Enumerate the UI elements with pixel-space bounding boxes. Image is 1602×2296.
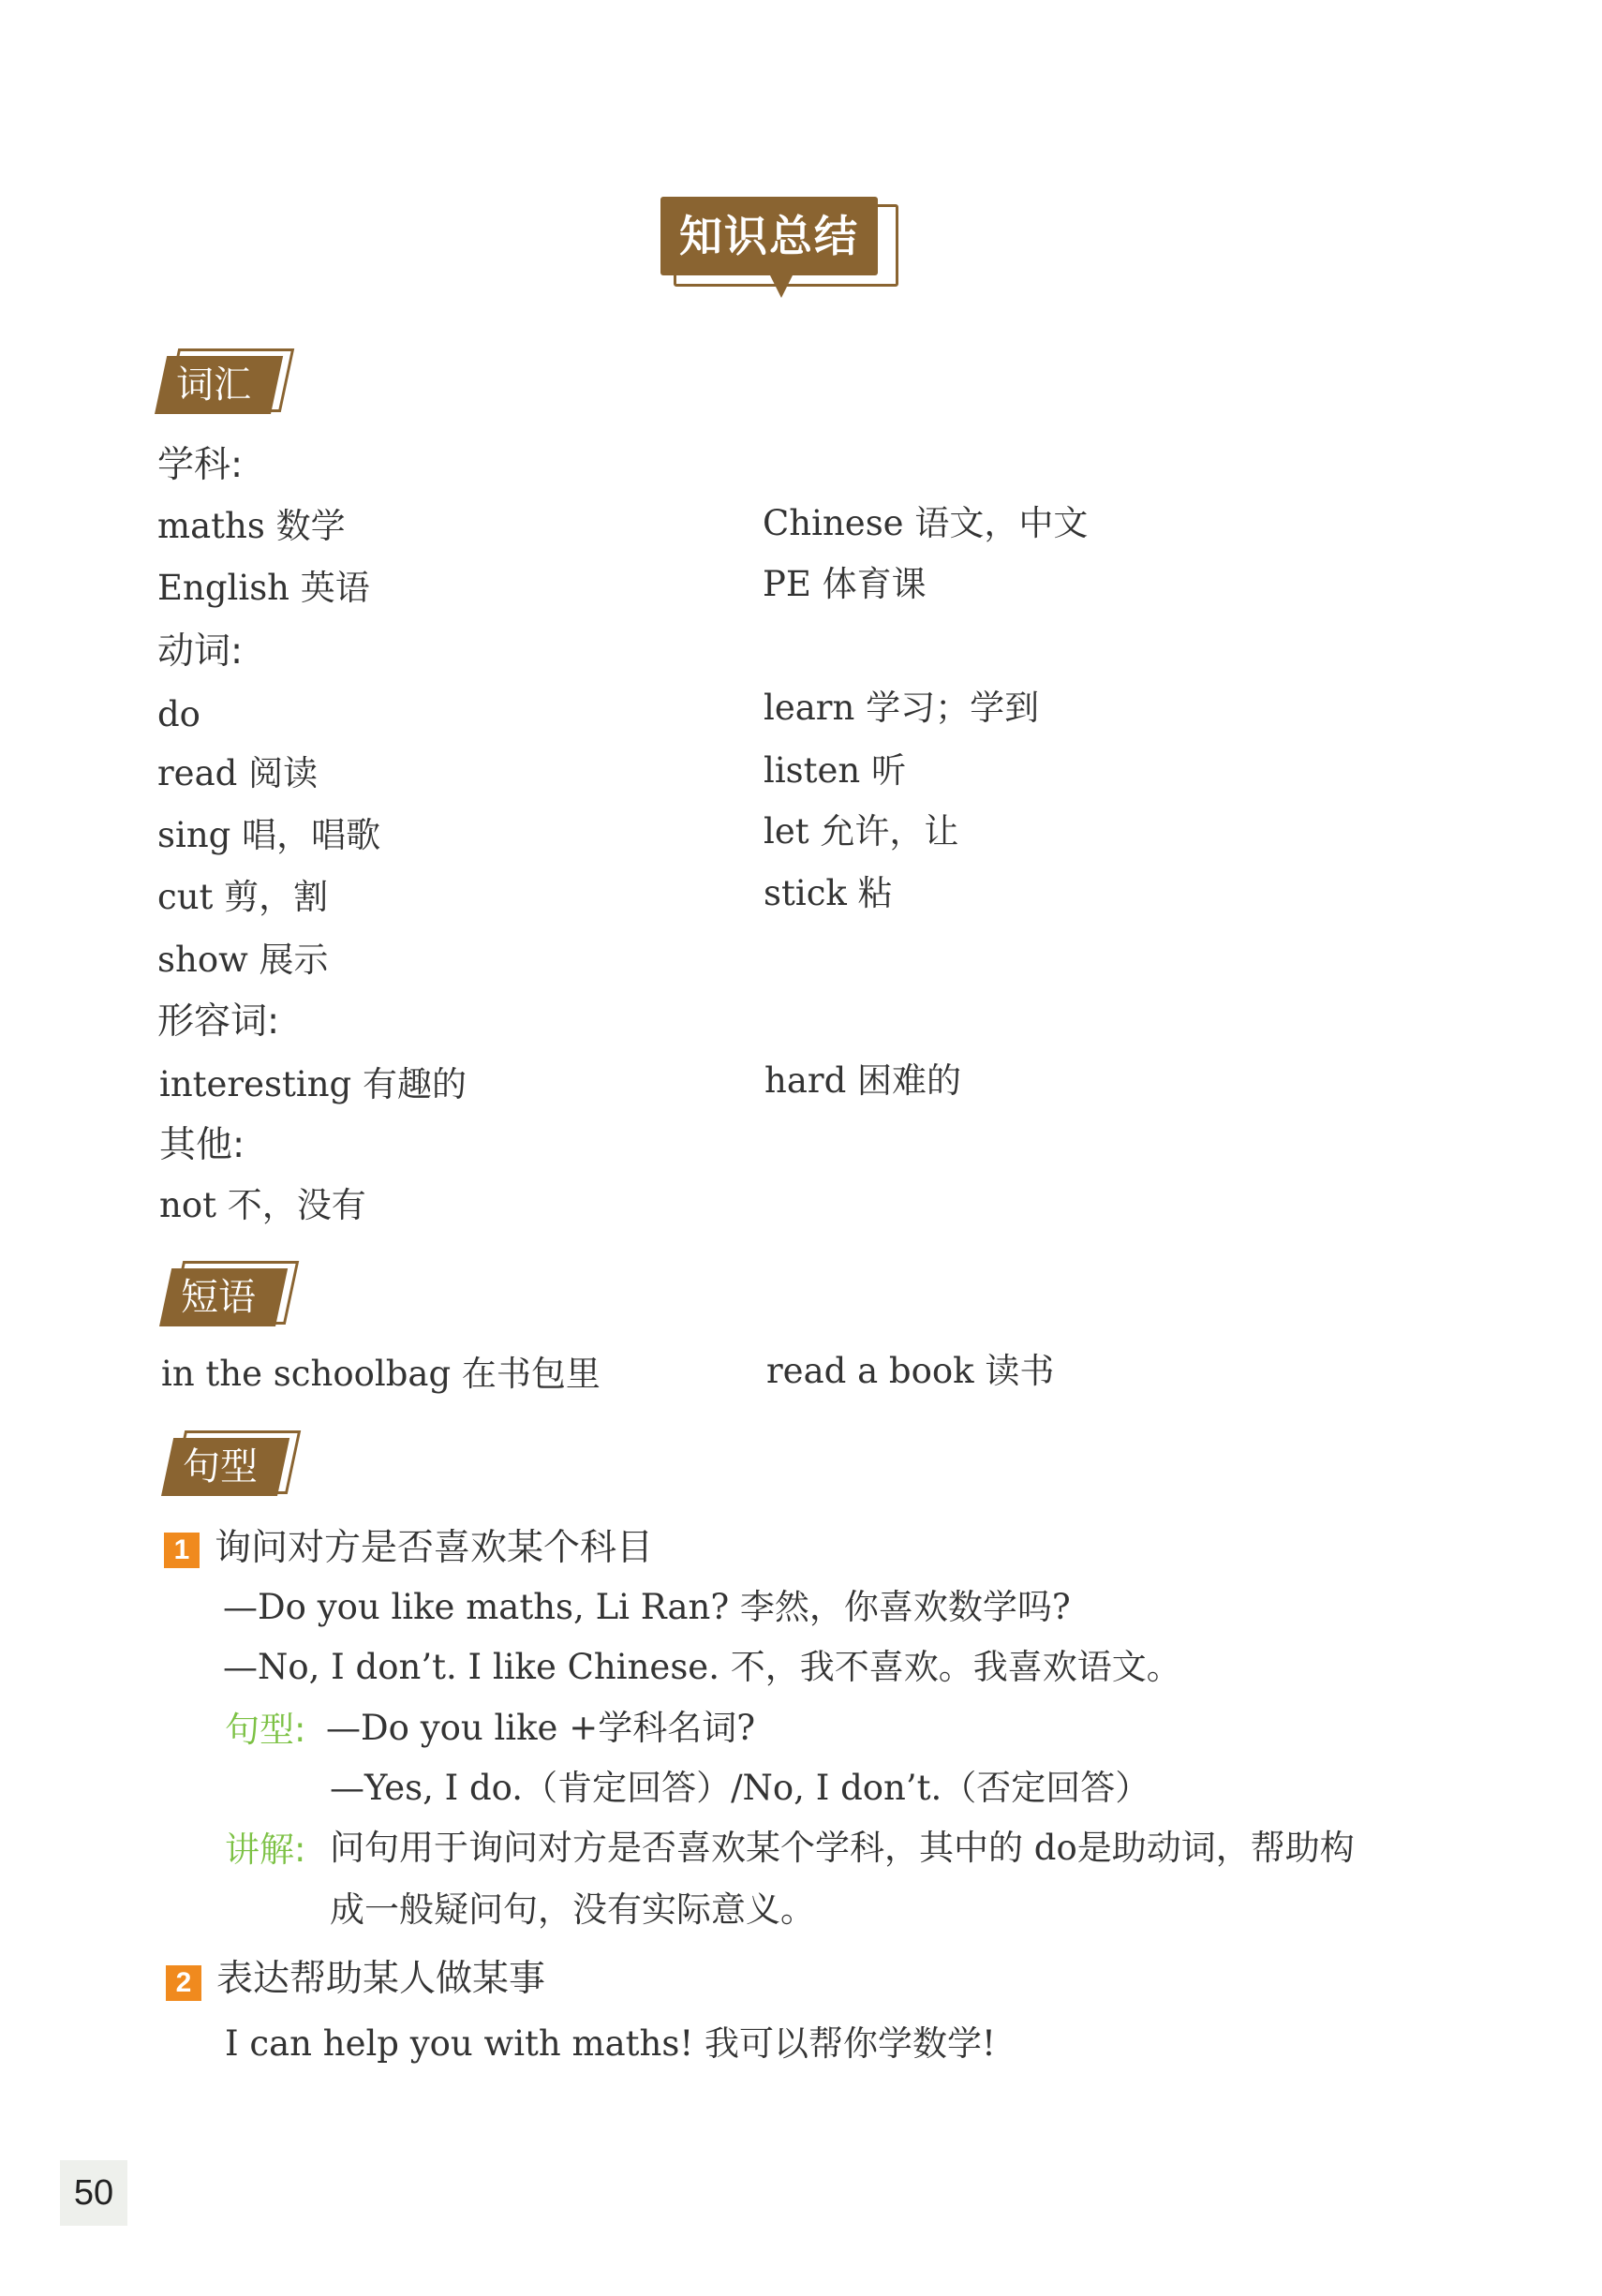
phrases-tag — [159, 1261, 300, 1325]
dialogue-line: —No, I don’t. I like Chinese. 不，我不喜欢。我喜欢语文。 — [223, 1647, 1181, 1687]
pattern-line: —Do you like +学科名词? — [326, 1708, 756, 1748]
vocab-item: hard 困难的 — [764, 1060, 962, 1101]
phrases-tag-label: 短语 — [181, 1276, 256, 1319]
verbs-label: 动词: — [157, 630, 244, 673]
pattern-label: 句型: — [225, 1710, 306, 1750]
vocabulary-tag — [155, 348, 295, 412]
vocab-item: do — [157, 694, 200, 734]
vocabulary-tag-label: 词汇 — [176, 363, 251, 407]
page-number: 50 — [60, 2160, 127, 2226]
vocab-item: listen 听 — [764, 750, 907, 791]
pattern-number-badge: 1 — [164, 1533, 200, 1568]
subjects-label: 学科: — [157, 444, 244, 486]
pattern-title: 询问对方是否喜欢某个科目 — [215, 1527, 654, 1569]
explain-label: 讲解: — [225, 1829, 306, 1870]
vocab-item: let 允许，让 — [764, 811, 959, 852]
pattern-line: —Yes, I do.（肯定回答）/No, I don’t.（否定回答） — [330, 1768, 1150, 1808]
others-label: 其他: — [159, 1124, 245, 1166]
patterns-tag — [161, 1430, 302, 1494]
patterns-tag-label: 句型 — [183, 1445, 258, 1489]
phrase-item: in the schoolbag 在书包里 — [161, 1354, 601, 1394]
vocab-item: stick 粘 — [764, 873, 893, 913]
vocab-item: show 展示 — [157, 940, 329, 980]
dialogue-line: —Do you like maths, Li Ran? 李然，你喜欢数学吗? — [223, 1587, 1071, 1627]
vocab-item: interesting 有趣的 — [159, 1064, 467, 1104]
vocab-item: English 英语 — [157, 568, 370, 608]
vocab-item: PE 体育课 — [763, 564, 927, 604]
vocab-item: sing 唱，唱歌 — [157, 815, 381, 855]
vocab-item: maths 数学 — [157, 506, 346, 546]
page-title: 知识总结 — [679, 211, 859, 261]
pattern-number-badge: 2 — [166, 1965, 201, 2001]
explain-line: 问句用于询问对方是否喜欢某个学科，其中的 do是助动词，帮助构 — [330, 1828, 1355, 1868]
pattern-title: 表达帮助某人做某事 — [216, 1958, 546, 2000]
adjectives-label: 形容词: — [157, 1000, 280, 1043]
phrase-item: read a book 读书 — [766, 1351, 1055, 1391]
vocab-item: Chinese 语文，中文 — [763, 503, 1089, 543]
vocab-item: not 不，没有 — [159, 1185, 366, 1225]
vocab-item: cut 剪，割 — [157, 877, 329, 917]
vocab-item: learn 学习；学到 — [764, 688, 1040, 728]
banner-pointer — [770, 275, 793, 298]
example-line: I can help you with maths! 我可以帮你学数学! — [225, 2023, 996, 2064]
section-title-banner — [660, 197, 897, 302]
vocab-item: read 阅读 — [157, 753, 319, 793]
explain-line: 成一般疑问句，没有实际意义。 — [330, 1889, 815, 1930]
